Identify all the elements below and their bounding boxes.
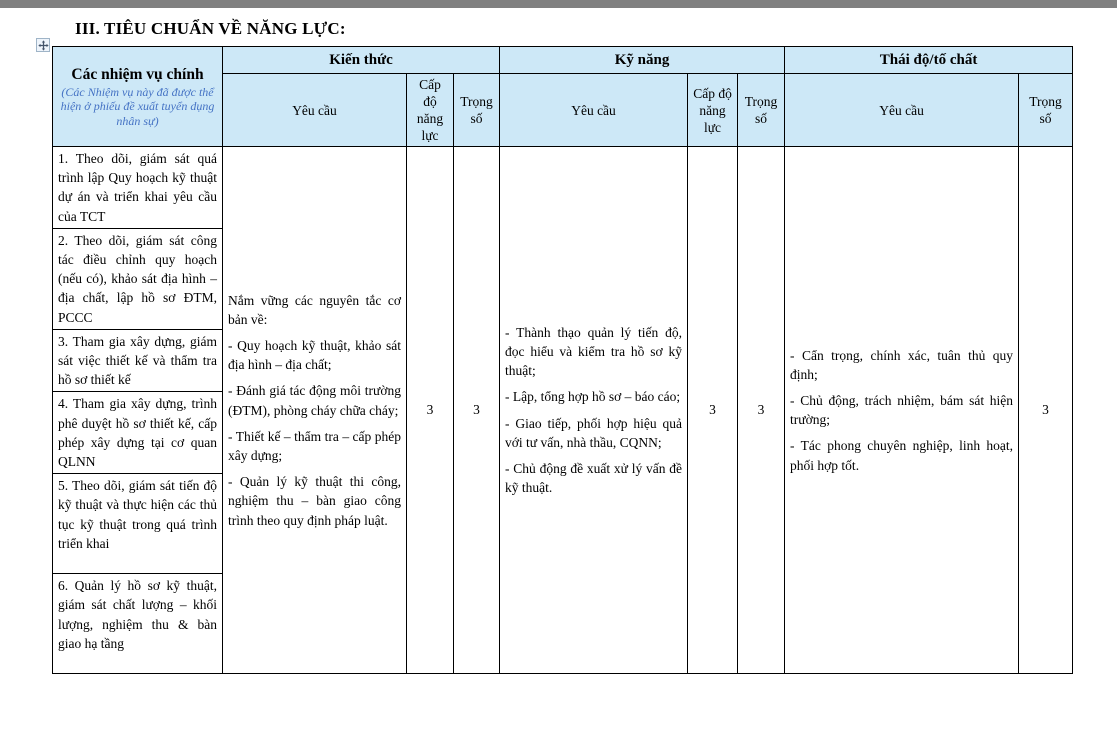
- page-top-edge-band: [0, 0, 1117, 8]
- attitude-paragraph: - Tác phong chuyên nghiệp, linh hoạt, phối hợp tốt.: [790, 438, 1014, 473]
- knowledge-level-value: 3: [407, 147, 454, 674]
- skills-paragraph: - Chủ động đề xuất xử lý vấn đề kỹ thuật.: [505, 461, 683, 496]
- knowledge-paragraph: Nắm vững các nguyên tắc cơ bản về:: [228, 292, 401, 327]
- skills-level-header: Cấp độ năng lực: [688, 74, 738, 147]
- skills-weight-header: Trọng số: [738, 74, 785, 147]
- knowledge-requirement-header: Yêu cầu: [223, 74, 407, 147]
- main-tasks-subtitle: (Các Nhiệm vụ này đã được thể hiện ở phiếu đề xuất tuyển dụng nhân sự): [60, 84, 215, 128]
- group-header-skills: Kỹ năng: [500, 47, 785, 74]
- skills-paragraph: - Thành thạo quản lý tiến độ, đọc hiểu và kiểm tra hồ sơ kỹ thuật;: [505, 324, 683, 379]
- knowledge-paragraph: - Quy hoạch kỹ thuật, khảo sát địa hình – địa chất;: [228, 337, 401, 373]
- section-title: III. TIÊU CHUẨN VỀ NĂNG LỰC:: [75, 19, 346, 38]
- task-cell-6: 6. Quản lý hồ sơ kỹ thuật, giám sát chất lượng – khối lượng, nghiệm thu & bàn giao hạ tầng: [53, 574, 223, 674]
- skills-requirement-cell: [500, 147, 688, 674]
- task-cell-1: 1. Theo dõi, giám sát quá trình lập Quy hoạch kỹ thuật dự án và triển khai yêu cầu của TCT: [53, 147, 223, 229]
- group-header-knowledge: Kiến thức: [223, 47, 500, 74]
- knowledge-level-header: Cấp độ năng lực: [407, 74, 454, 147]
- skills-weight-value: 3: [738, 147, 785, 674]
- skills-level-value: 3: [688, 147, 738, 674]
- group-header-attitude: Thái độ/tố chất: [785, 47, 1073, 74]
- attitude-weight-header: Trọng số: [1019, 74, 1073, 147]
- knowledge-paragraph: - Thiết kế – thẩm tra – cấp phép xây dựng;: [228, 428, 401, 463]
- attitude-paragraph: - Chủ động, trách nhiệm, bám sát hiện trường;: [790, 392, 1014, 428]
- column-header-main-tasks: [53, 47, 223, 147]
- attitude-requirement-cell: [785, 147, 1019, 674]
- competency-standards-table: [52, 46, 1073, 674]
- skills-requirement-header: Yêu cầu: [500, 74, 688, 147]
- attitude-weight-value: 3: [1019, 147, 1073, 674]
- attitude-requirement-header: Yêu cầu: [785, 74, 1019, 147]
- knowledge-weight-value: 3: [454, 147, 500, 674]
- task-cell-3: 3. Tham gia xây dựng, giám sát việc thiết kế và thẩm tra hồ sơ thiết kế: [53, 329, 223, 392]
- table-move-handle-icon[interactable]: [36, 38, 50, 52]
- skills-paragraph: - Giao tiếp, phối hợp hiệu quả với tư vấn, nhà thầu, CQNN;: [505, 415, 683, 450]
- knowledge-weight-header: Trọng số: [454, 74, 500, 147]
- knowledge-paragraph: - Đánh giá tác động môi trường (ĐTM), phòng cháy chữa cháy;: [228, 383, 401, 418]
- task-cell-5: 5. Theo dõi, giám sát tiến độ kỹ thuật và thực hiện các thủ tục kỹ thuật trong quá trình triển khai: [53, 474, 223, 574]
- four-way-arrow-icon: [38, 40, 49, 51]
- knowledge-requirement-cell: [223, 147, 407, 674]
- skills-paragraph: - Lập, tổng hợp hồ sơ – báo cáo;: [505, 389, 681, 405]
- attitude-paragraph: - Cẩn trọng, chính xác, tuân thủ quy định;: [790, 347, 1014, 382]
- task-cell-4: 4. Tham gia xây dựng, trình phê duyệt hồ sơ thiết kế, cấp phép xây dựng tại cơ quan QLNN: [53, 392, 223, 474]
- task-cell-2: 2. Theo dõi, giám sát công tác điều chỉnh quy hoạch (nếu có), khảo sát địa hình – địa chất, lập hồ sơ ĐTM, PCCC: [53, 228, 223, 329]
- main-tasks-title: Các nhiệm vụ chính: [71, 65, 204, 83]
- knowledge-paragraph: - Quản lý kỹ thuật thi công, nghiệm thu – bàn giao công trình theo quy định pháp luật.: [228, 474, 401, 528]
